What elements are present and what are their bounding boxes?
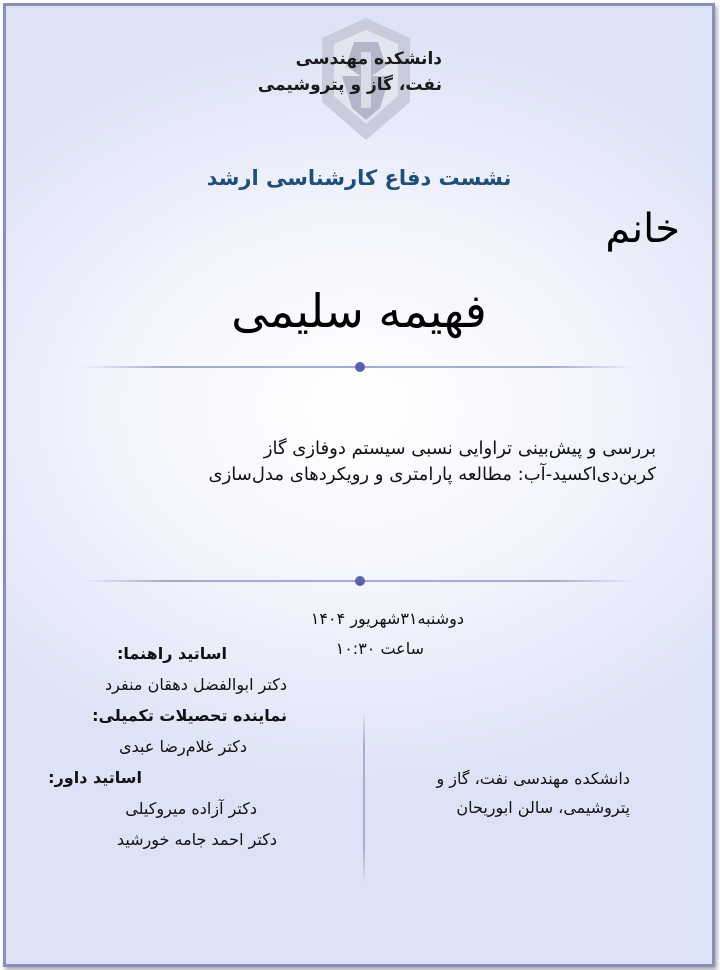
examiner-name-1: دکتر آزاده میروکیلی — [125, 799, 257, 818]
examiners-heading: اساتید داور: — [48, 768, 142, 787]
honorific: خانم — [605, 206, 680, 252]
venue — [330, 764, 630, 822]
divider-dot-bottom — [355, 576, 365, 586]
supervisors-heading: اساتید راهنما: — [116, 644, 227, 663]
grad-rep-name: دکتر غلام‌رضا عبدی — [119, 737, 247, 756]
divider-dot-top — [355, 362, 365, 372]
defense-time: ساعت ۱۰:۳۰ — [335, 639, 424, 658]
defense-date: دوشنبه۳۱شهریور ۱۴۰۴ — [310, 609, 464, 628]
examiner-name-2: دکتر احمد جامه خورشید — [116, 830, 277, 849]
school-name-line1: دانشکده مهندسی — [295, 49, 442, 69]
poster-frame — [3, 3, 715, 967]
schedule — [311, 604, 464, 664]
committee-list — [3, 638, 287, 855]
venue-line1: دانشکده مهندسی نفت، گاز و — [436, 769, 630, 788]
thesis-title-line2: کربن‌دی‌اکسید-آب: مطالعه پارامتری و رویکردهای مدل‌سازی — [208, 464, 656, 485]
school-name-line2: نفت، گاز و پتروشیمی — [257, 75, 442, 95]
thesis-title-line1: بررسی و پیش‌بینی تراوایی نسبی سیستم دوفازی گاز — [263, 438, 656, 459]
student-name: فهیمه سلیمی — [231, 284, 487, 338]
grad-rep-heading: نماینده تحصیلات تکمیلی: — [92, 706, 287, 725]
defense-title: نشست دفاع کارشناسی ارشد — [206, 166, 512, 190]
thesis-title — [46, 436, 656, 488]
venue-line2: پتروشیمی، سالن ابوریحان — [456, 798, 630, 817]
supervisor-name: دکتر ابوالفضل دهقان منفرد — [105, 675, 287, 694]
